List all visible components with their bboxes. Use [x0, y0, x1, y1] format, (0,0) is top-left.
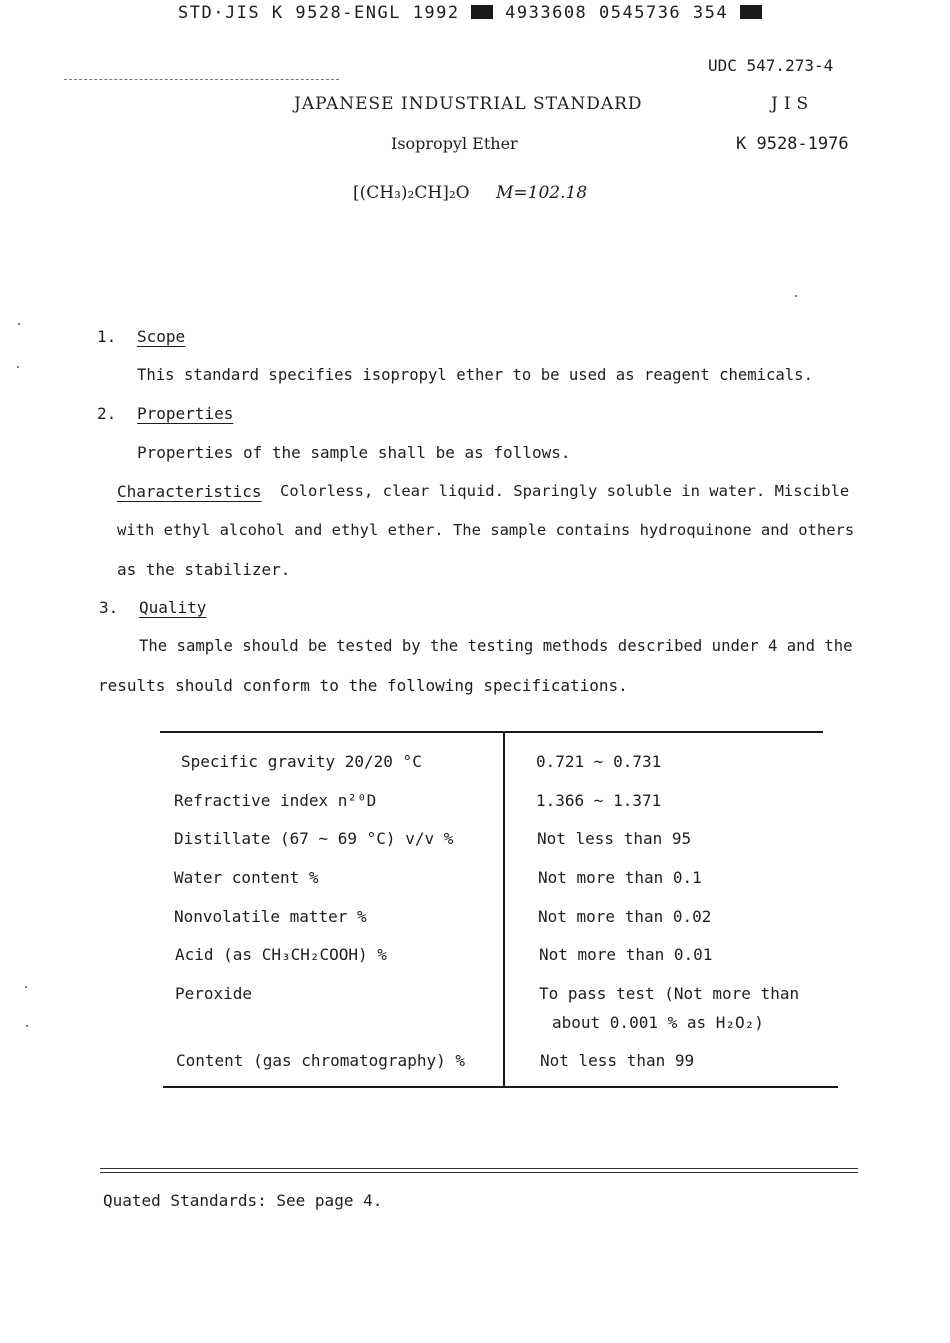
- scan-speck: [25, 986, 27, 988]
- udc-code: UDC 547.273-4: [708, 56, 834, 75]
- table-bottom-rule: [163, 1086, 838, 1088]
- table-cell-item: Distillate (67 ~ 69 °C) v/v %: [174, 829, 454, 848]
- characteristics-text: with ethyl alcohol and ethyl ether. The sample contains hydroquinone and others: [117, 521, 855, 539]
- section-heading-properties: Properties: [137, 404, 234, 423]
- footer-rule: [100, 1172, 858, 1173]
- table-cell-value: Not more than 0.1: [538, 868, 702, 887]
- scan-speck: [26, 1025, 28, 1027]
- table-cell-item: Nonvolatile matter %: [174, 907, 367, 926]
- standard-title: JAPANESE INDUSTRIAL STANDARD: [294, 94, 643, 114]
- table-cell-value: Not more than 0.02: [538, 907, 712, 926]
- table-column-divider: [503, 733, 505, 1087]
- characteristics-text: Colorless, clear liquid. Sparingly soluble in water. Miscible: [280, 482, 850, 500]
- scan-speck: [18, 323, 20, 325]
- table-cell-value: Not less than 95: [537, 829, 692, 848]
- table-cell-value: To pass test (Not more than: [539, 984, 800, 1003]
- jis-label: JIS: [771, 94, 815, 114]
- table-cell-value: about 0.001 % as H₂O₂): [552, 1013, 764, 1032]
- table-cell-item: Peroxide: [175, 984, 253, 1003]
- scan-speck: [17, 366, 19, 368]
- scan-speck: [795, 295, 797, 297]
- stamp-code: 4933608 0545736 354: [505, 3, 729, 23]
- section-number: 1.: [97, 327, 117, 346]
- footer-rule: [100, 1168, 858, 1169]
- document-stamp: [178, 3, 762, 23]
- chemical-formula: [(CH₃)₂CH]₂O: [353, 183, 470, 203]
- quality-text: results should conform to the following specifications.: [98, 676, 628, 695]
- barcode-block-icon: [471, 5, 493, 19]
- characteristics-label: Characteristics: [117, 482, 262, 501]
- table-top-rule: [160, 731, 823, 733]
- quality-text: The sample should be tested by the testing methods described under 4 and the: [139, 637, 853, 655]
- table-cell-item: Specific gravity 20/20 °C: [181, 752, 422, 771]
- standard-number: K 9528-1976: [736, 134, 849, 154]
- stamp-text: STD·JIS K 9528-ENGL 1992: [178, 3, 460, 23]
- table-cell-value: Not less than 99: [540, 1051, 695, 1070]
- barcode-block-icon: [740, 5, 762, 19]
- table-cell-item: Content (gas chromatography) %: [176, 1051, 465, 1070]
- table-cell-item: Acid (as CH₃CH₂COOH) %: [175, 945, 387, 964]
- characteristics-text: as the stabilizer.: [117, 560, 291, 579]
- section-heading-quality: Quality: [139, 598, 207, 617]
- section-heading-scope: Scope: [137, 327, 186, 346]
- page-title: Isopropyl Ether: [391, 134, 518, 153]
- header-divider: [64, 79, 339, 80]
- table-cell-item: Water content %: [174, 868, 319, 887]
- table-cell-item: Refractive index n²⁰D: [174, 791, 377, 810]
- table-cell-value: 0.721 ~ 0.731: [536, 752, 662, 771]
- table-cell-value: Not more than 0.01: [539, 945, 713, 964]
- molecular-weight: M=102.18: [496, 183, 588, 203]
- table-cell-value: 1.366 ~ 1.371: [536, 791, 662, 810]
- quoted-standards-note: Quated Standards: See page 4.: [103, 1191, 383, 1210]
- properties-intro: Properties of the sample shall be as follows.: [137, 443, 571, 462]
- section-number: 3.: [99, 598, 119, 617]
- scope-text: This standard specifies isopropyl ether to be used as reagent chemicals.: [137, 366, 813, 384]
- section-number: 2.: [97, 404, 117, 423]
